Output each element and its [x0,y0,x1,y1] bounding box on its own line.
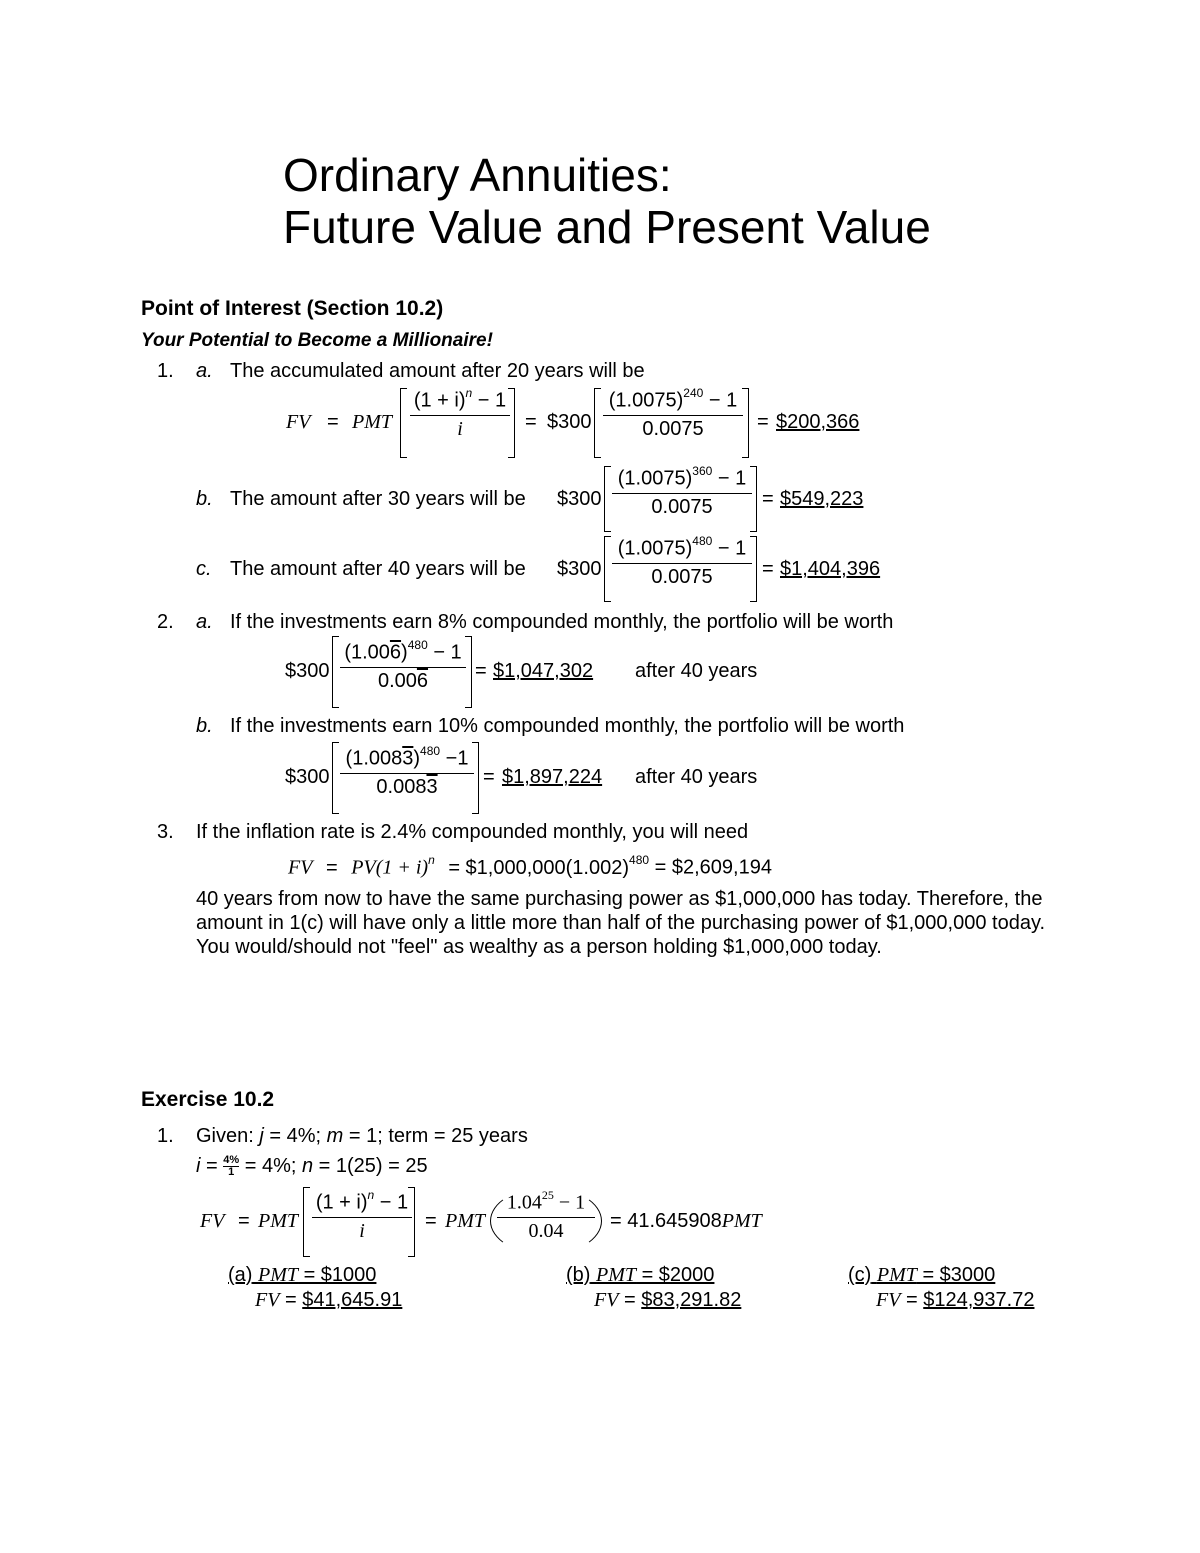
bracket-right [408,1187,415,1257]
payment-amount: $300 [285,766,330,788]
item-text-1a: The accumulated amount after 20 years will be [230,360,645,382]
bracket-right [465,636,472,708]
equals-sign: = [762,558,774,580]
page-title-line2: Future Value and Present Value [283,201,931,253]
fv-20y-fraction: $(1.0075)^{240} - 1$ 0.0075 [603,388,743,441]
equals-sign: = [762,488,774,510]
equals-sign: = [525,411,537,433]
section-subheading: Your Potential to Become a Millionaire! [141,330,493,351]
bracket-left [303,1187,310,1257]
given-line: Given: j = 4%; m = 1; term = 25 years [196,1125,528,1147]
result-30y: $549,223 [780,488,864,510]
fv-symbol: FV [286,411,311,433]
bracket-left [400,388,407,458]
fv-40y-fraction: $(1.0075)^{480} - 1$ 0.0075 [612,536,752,589]
equals-sign: = [425,1210,437,1232]
item-label-1a: a. [196,360,213,382]
equals-sign: = [475,660,487,682]
result-10pct: $1,897,224 [502,766,603,788]
exercise-heading: Exercise 10.2 [141,1088,275,1111]
rate-line: i = $\frac{4\%}{1}$ = 4%; n = 1(25) = 25 [196,1154,428,1179]
bracket-right [508,388,515,458]
payment-amount: $300 [557,488,602,510]
bracket-right [750,466,757,532]
pmt-symbol: PMT [445,1210,485,1232]
item-text-3: If the inflation rate is 2.4% compounded monthly, you will need [196,821,749,843]
pmt-symbol: PMT [258,1210,298,1232]
fv-symbol: FV [200,1210,225,1232]
fv-10pct-fraction: $(1.0083)^{480} -1$ 0.0083 [340,746,474,799]
item-label-2b: b. [196,715,213,737]
bracket-left [604,536,611,602]
pmt-symbol: PMT [352,411,392,433]
page-title-line1: Ordinary Annuities: [283,149,672,201]
fv-8pct-fraction: $(1.006)^{480} - 1$ 0.006 [340,640,466,693]
item-label-1b: b. [196,488,213,510]
case-b-pmt: (b) PMT = $2000 [566,1264,715,1286]
item-text-2b: If the investments earn 10% compounded monthly, the portfolio will be worth [230,715,905,737]
bracket-left [594,388,601,458]
after-years-text: after 40 years [635,766,758,788]
bracket-right [750,536,757,602]
inflation-explanation: 40 years from now to have the same purchasing power as $1,000,000 has today. Therefore, the amount in 1(c) will have only a little more than half of the purchasing power of $1,000,000 today. You would/should not "feel" as wealthy as a person holding $1,000,000 today. [196,888,1046,958]
item-number-2: 2. [157,611,174,633]
item-number-1: 1. [157,360,174,382]
case-a-pmt: (a) PMT = $1000 [228,1264,377,1286]
bracket-left [332,636,339,708]
equals-sign: = [327,411,339,433]
general-fv-fraction: $(1 + i)^n - 1$ i [410,388,510,441]
item-number-3: 3. [157,821,174,843]
case-c-pmt: (c) PMT = $3000 [848,1264,996,1286]
equals-sign: = [757,411,769,433]
item-label-1c: c. [196,558,212,580]
item-label-2a: a. [196,611,213,633]
after-years-text: after 40 years [635,660,758,682]
inflation-formula: FV = $PV(1 + i)^n$ = $\$1,000,000(1.002)^{480}$ = $2,609,194 [288,853,772,879]
case-b-fv: FV = $83,291.82 [594,1289,742,1311]
result-20y: $200,366 [776,411,860,433]
numeric-fv-fraction: $1.04^{25} - 1$ 0.04 [497,1190,595,1243]
fv-30y-fraction: $(1.0075)^{360} - 1$ 0.0075 [612,466,752,519]
item-text-2a: If the investments earn 8% compounded monthly, the portfolio will be worth [230,611,894,633]
case-a-fv: FV = $41,645.91 [255,1289,403,1311]
bracket-left [604,466,611,532]
result-8pct: $1,047,302 [493,660,594,682]
section-heading: Point of Interest (Section 10.2) [141,297,444,320]
item-number-ex1: 1. [157,1125,174,1147]
payment-amount: $300 [557,558,602,580]
bracket-right [472,742,479,814]
fv-factor-result: = 41.645908PMT [610,1210,762,1232]
equals-sign: = [238,1210,250,1232]
bracket-right [742,388,749,458]
item-text-1c: The amount after 40 years will be [230,558,526,580]
general-fv-fraction: $(1 + i)^n - 1$ i [312,1190,412,1243]
case-c-fv: FV = $124,937.72 [876,1289,1035,1311]
payment-amount: $300 [285,660,330,682]
result-40y: $1,404,396 [780,558,881,580]
bracket-left [332,742,339,814]
equals-sign: = [483,766,495,788]
payment-amount: $300 [547,411,592,433]
item-text-1b: The amount after 30 years will be [230,488,526,510]
